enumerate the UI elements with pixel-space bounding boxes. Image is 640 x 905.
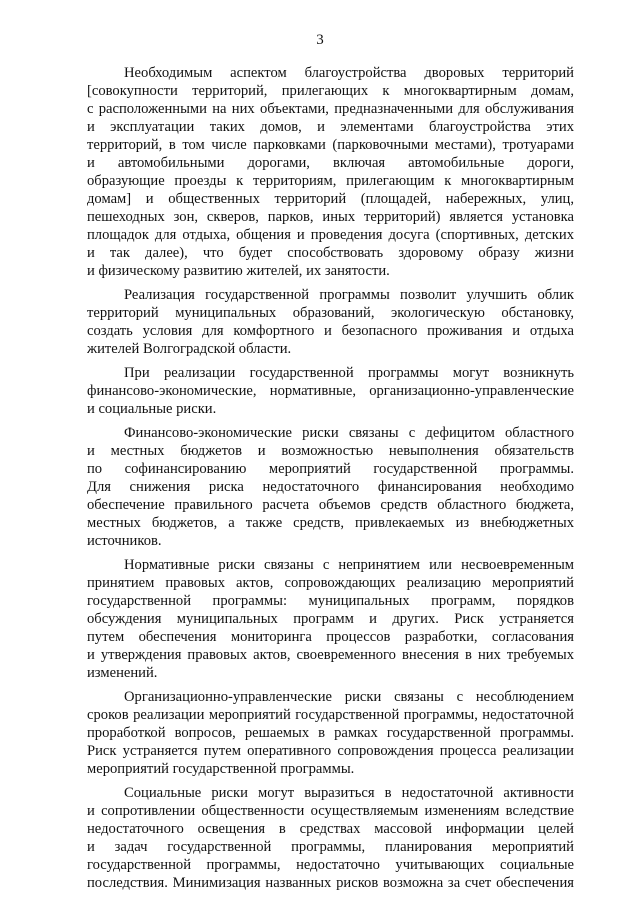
paragraph (87, 688, 574, 778)
text-line: Нормативные риски связаны с непринятием или несвоевременным (124, 557, 574, 573)
text-line: Финансово-экономические риски связаны с дефицитом областного (124, 425, 574, 441)
text-line: мероприятий государственной программы. (87, 761, 355, 777)
text-line: Для снижения риска недостаточного финансирования необходимо (87, 479, 574, 495)
text-line: образующие проезды к территориям, прилегающим к многоквартирным (87, 173, 574, 189)
text-line: домам] и общественных территорий (площадей, набережных, улиц, (87, 191, 574, 207)
paragraph (87, 286, 574, 358)
text-line: и утверждения правовых актов, своевременного внесения в них требуемых (87, 647, 574, 663)
text-line: местных бюджетов, а также средств, привлекаемых из внебюджетных (87, 515, 574, 531)
text-line: и автомобильными дорогами, включая автомобильные дороги, (87, 155, 574, 171)
text-line: жителей Волгоградской области. (87, 341, 292, 357)
text-line: Риск устраняется путем оперативного сопровождения процесса реализации (87, 743, 574, 759)
text-line: Необходимым аспектом благоустройства дворовых территорий (124, 65, 574, 81)
text-line: пешеходных зон, скверов, парков, иных территорий) является установка (87, 209, 574, 225)
text-line: обсуждения муниципальных программ и других. Риск устраняется (87, 611, 574, 627)
text-line: сроков реализации мероприятий государственной программы, недостаточной (87, 707, 574, 723)
text-line: [совокупности территорий, прилегающих к многоквартирным домам, (87, 83, 574, 99)
page-number: 3 (316, 32, 324, 48)
text-line: и физическому развитию жителей, их занятости. (87, 263, 390, 279)
text-line: путем обеспечения мониторинга процессов разработки, согласования (87, 629, 574, 645)
paragraph (87, 556, 574, 682)
text-line: и социальные риски. (87, 401, 217, 417)
text-line: финансово-экономические, нормативные, организационно-управленческие (87, 383, 574, 399)
text-line: создать условия для комфортного и безопасного проживания и отдыха (87, 323, 574, 339)
paragraph (87, 424, 574, 550)
text-line: по софинансированию мероприятий государственной программы. (87, 461, 574, 477)
text-line: Организационно-управленческие риски связаны с несоблюдением (124, 689, 574, 705)
text-line: недостаточного освещения в средствах массовой информации целей (87, 821, 574, 837)
text-line: государственной программы: муниципальных программ, порядков (87, 593, 574, 609)
text-line: и сопротивлении общественности осуществляемым изменениям вследствие (87, 803, 574, 819)
text-line: государственной программы, недостаточно учитывающих социальные (87, 857, 574, 873)
paragraph (87, 64, 574, 280)
text-line: последствия. Минимизация названных рисков возможна за счет обеспечения (87, 875, 574, 891)
text-line: Реализация государственной программы позволит улучшить облик (124, 287, 574, 303)
text-line: проработкой вопросов, решаемых в рамках государственной программы. (87, 725, 574, 741)
text-line: Социальные риски могут выразиться в недостаточной активности (124, 785, 574, 801)
paragraph (87, 784, 574, 892)
paragraph (87, 364, 574, 418)
text-line: и задач государственной программы, планирования мероприятий (87, 839, 574, 855)
text-line: площадок для отдыха, общения и проведения досуга (спортивных, детских (87, 227, 574, 243)
text-line: источников. (87, 533, 162, 549)
text-line: принятием правовых актов, сопровождающих реализацию мероприятий (87, 575, 574, 591)
text-line: территорий, в том числе парковками (парковочными местами), тротуарами (87, 137, 574, 153)
text-line: При реализации государственной программы могут возникнуть (124, 365, 574, 381)
text-line: и так далее), что будет способствовать здоровому образу жизни (87, 245, 574, 261)
text-line: и местных бюджетов и возможностью невыполнения обязательств (87, 443, 574, 459)
text-line: обеспечение правильного расчета объемов средств областного бюджета, (87, 497, 574, 513)
text-line: изменений. (87, 665, 158, 681)
text-line: территорий муниципальных образований, экологическую обстановку, (87, 305, 574, 321)
text-line: и эксплуатации таких домов, и элементами благоустройства этих (87, 119, 574, 135)
document-body (87, 64, 574, 898)
text-line: с расположенными на них объектами, предназначенными для обслуживания (87, 101, 574, 117)
